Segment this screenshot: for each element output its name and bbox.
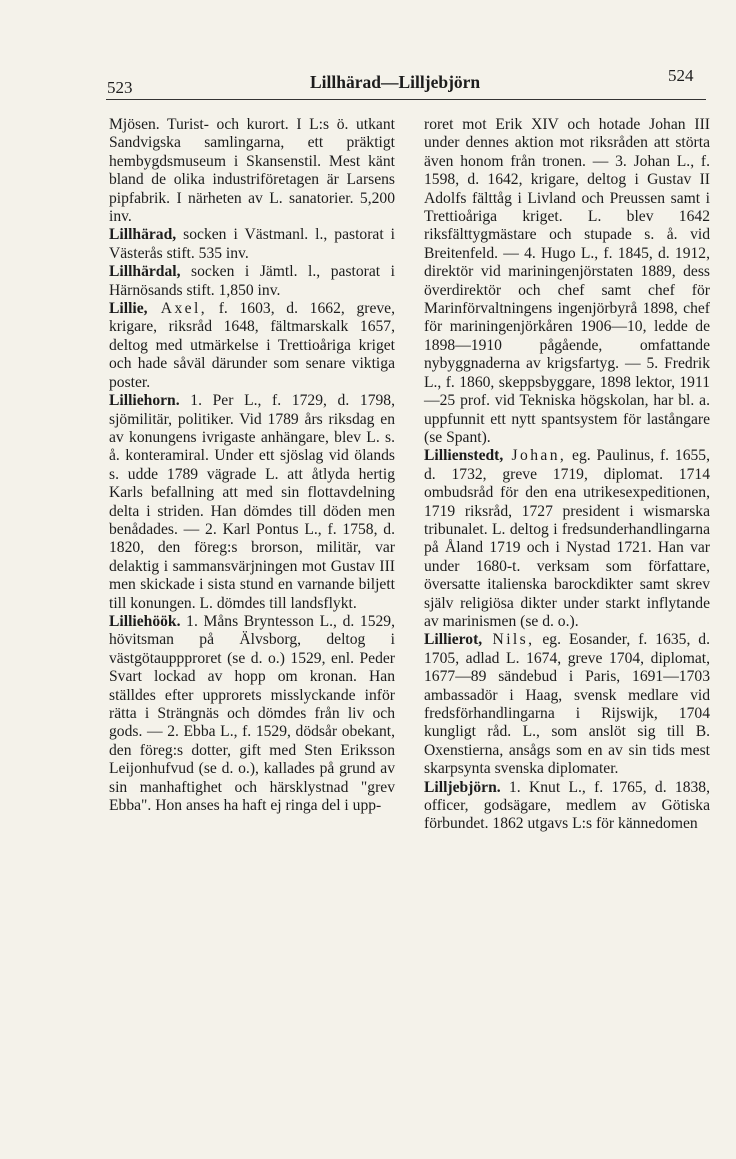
entry-text: roret mot Erik XIV och hotade Johan III under dennes aktion mot riksråden att störta även honom från tronen. — 3. Johan L., f. 1598, d. 1642, krigare, deltog i Gustav II Adolfs fälttåg i Livland och Preussen samt i Trettioåriga kriget. L. blev 1642 riksfälttygmästare och stupade s. å. vid Breitenfeld. — 4. Hugo L., f. 1845, d. 1912, direktör vid mariningenjörstaten 1889, dess överdirektör och chef samt chef för Marinförvaltningens ingenjörbyrå 1898, chef för mariningenjörkåren 1906—10, ledde de 1898—1910 pågående, omfattande nybyggnaderna av krigsfartyg. — 5. Fredrik L., f. 1860, skeppsbyggare, 1898 lektor, 1911—25 prof. vid Tekniska högskolan, har bl. a. uppfunnit ett nytt spantsystem för lastångare (se Spant).	[424, 116, 710, 446]
dictionary-entry	[109, 392, 395, 613]
dictionary-entry	[424, 447, 710, 631]
page-number-right: 524	[668, 66, 694, 85]
dictionary-entry	[109, 613, 395, 815]
entry-headword: Lillhärad,	[109, 226, 177, 244]
dictionary-entry	[424, 631, 710, 778]
dictionary-entry	[424, 779, 710, 834]
entry-text: 1. Måns Bryntesson L., d. 1529, hövitsman på Älvsborg, deltog i västgötauppproret (se d. o.) 1529, enl. Peder Svart lockad av hopp om kronan. Han ställdes efter upprorets misslyckande inför rätta i Strängnäs och dömdes från liv och gods. — 2. Ebba L., f. 1529, dödsår obekant, den föreg:s dotter, gift med Sten Eriksson Leijonhufvud (se d. o.), kallades på grund av sin manhaftighet och härsklystnad "grev Ebba". Hon anses ha haft ej ringa del i upp-	[109, 612, 395, 815]
entry-headword: Lillie,	[109, 300, 148, 318]
entry-spaced-name: Johan,	[503, 447, 567, 465]
entry-headword: Lillienstedt,	[424, 447, 504, 465]
entry-headword: Lillierot,	[424, 631, 483, 649]
dictionary-entry	[109, 263, 395, 300]
entry-text: 1. Per L., f. 1729, d. 1798, sjömilitär, politiker. Vid 1789 års riksdag en av konungens ivrigaste anhängare, blev L. s. å. konteramiral. Under ett sjöslag vid ölands s. udde 1789 vägrade L. att åtlyda hertig Karls befallning att med sin flottavdelning delta i striden. Han dömdes till döden men benådades. — 2. Karl Pontus L., f. 1758, d. 1820, den föreg:s brorson, militär, var delaktig i sammansvärjningen mot Gustav III men skickade i sista stund en varnande biljett till konungen. L. dömdes till landsflykt.	[109, 392, 395, 612]
entry-spaced-name: Nils,	[482, 631, 535, 649]
entry-headword: Lillhärdal,	[109, 263, 181, 281]
entry-text: socken i Västmanl. l., pastorat i Västerås stift. 535 inv.	[109, 226, 395, 262]
left-column	[109, 116, 395, 815]
dictionary-entry	[109, 116, 395, 226]
entry-text: 1. Knut L., f. 1765, d. 1838, officer, godsägare, medlem av Götiska förbundet. 1862 utgavs L:s för kännedomen	[424, 778, 710, 833]
dictionary-entry	[109, 300, 395, 392]
entry-text: Mjösen. Turist- och kurort. I L:s ö. utkant Sandvigska samlingarna, ett präktigt hembygdsmuseum i Skansenstil. Mest känt bland de olika industriföretagen är Larsens pipfabrik. I närheten av L. sanatorier. 5,200 inv.	[109, 116, 395, 226]
entry-text: socken i Jämtl. l., pastorat i Härnösands stift. 1,850 inv.	[109, 263, 395, 299]
right-column	[424, 116, 710, 834]
header-rule	[106, 99, 706, 100]
entry-text: eg. Eosander, f. 1635, d. 1705, adlad L. 1674, greve 1704, diplomat, 1677—89 sändebud i Paris, 1691—1703 ambassadör i Haag, svensk medlare vid fredsförhandlingarna i Rijswijk, 1704 kungligt råd. L., som anslöt sig till B. Oxenstierna, ansågs som en av sin tids mest skarpsynta svenska diplomater.	[424, 631, 710, 778]
entry-text: f. 1603, d. 1662, greve, krigare, riksråd 1648, fältmarskalk 1657, deltog med utmärkelse i Trettioåriga kriget och hade såväl därunder som senare viktiga poster.	[109, 300, 395, 391]
entry-headword: Lilljebjörn.	[424, 778, 501, 796]
dictionary-entry	[109, 226, 395, 263]
entry-text: eg. Paulinus, f. 1655, d. 1732, greve 1719, diplomat. 1714 ombudsråd för den ena utrikesexpeditionen, 1719 riksråd, 1727 president i wismarska tribunalet. L. deltog i fredsunderhandlingarna på Åland 1719 och i Nystad 1721. Han var under 1680-t. verksam som författare, översatte italienska barockdikter samt skrev själv religiösa dikter under starkt inflytande av marinismen (se d. o.).	[424, 447, 710, 630]
running-title: Lillhärad—Lilljebjörn	[310, 72, 481, 92]
entry-headword: Lilliehorn.	[109, 392, 180, 410]
entry-spaced-name: Axel,	[147, 300, 208, 318]
dictionary-entry	[424, 116, 710, 447]
page-number-left: 523	[107, 78, 133, 97]
entry-headword: Lilliehöök.	[109, 612, 181, 630]
